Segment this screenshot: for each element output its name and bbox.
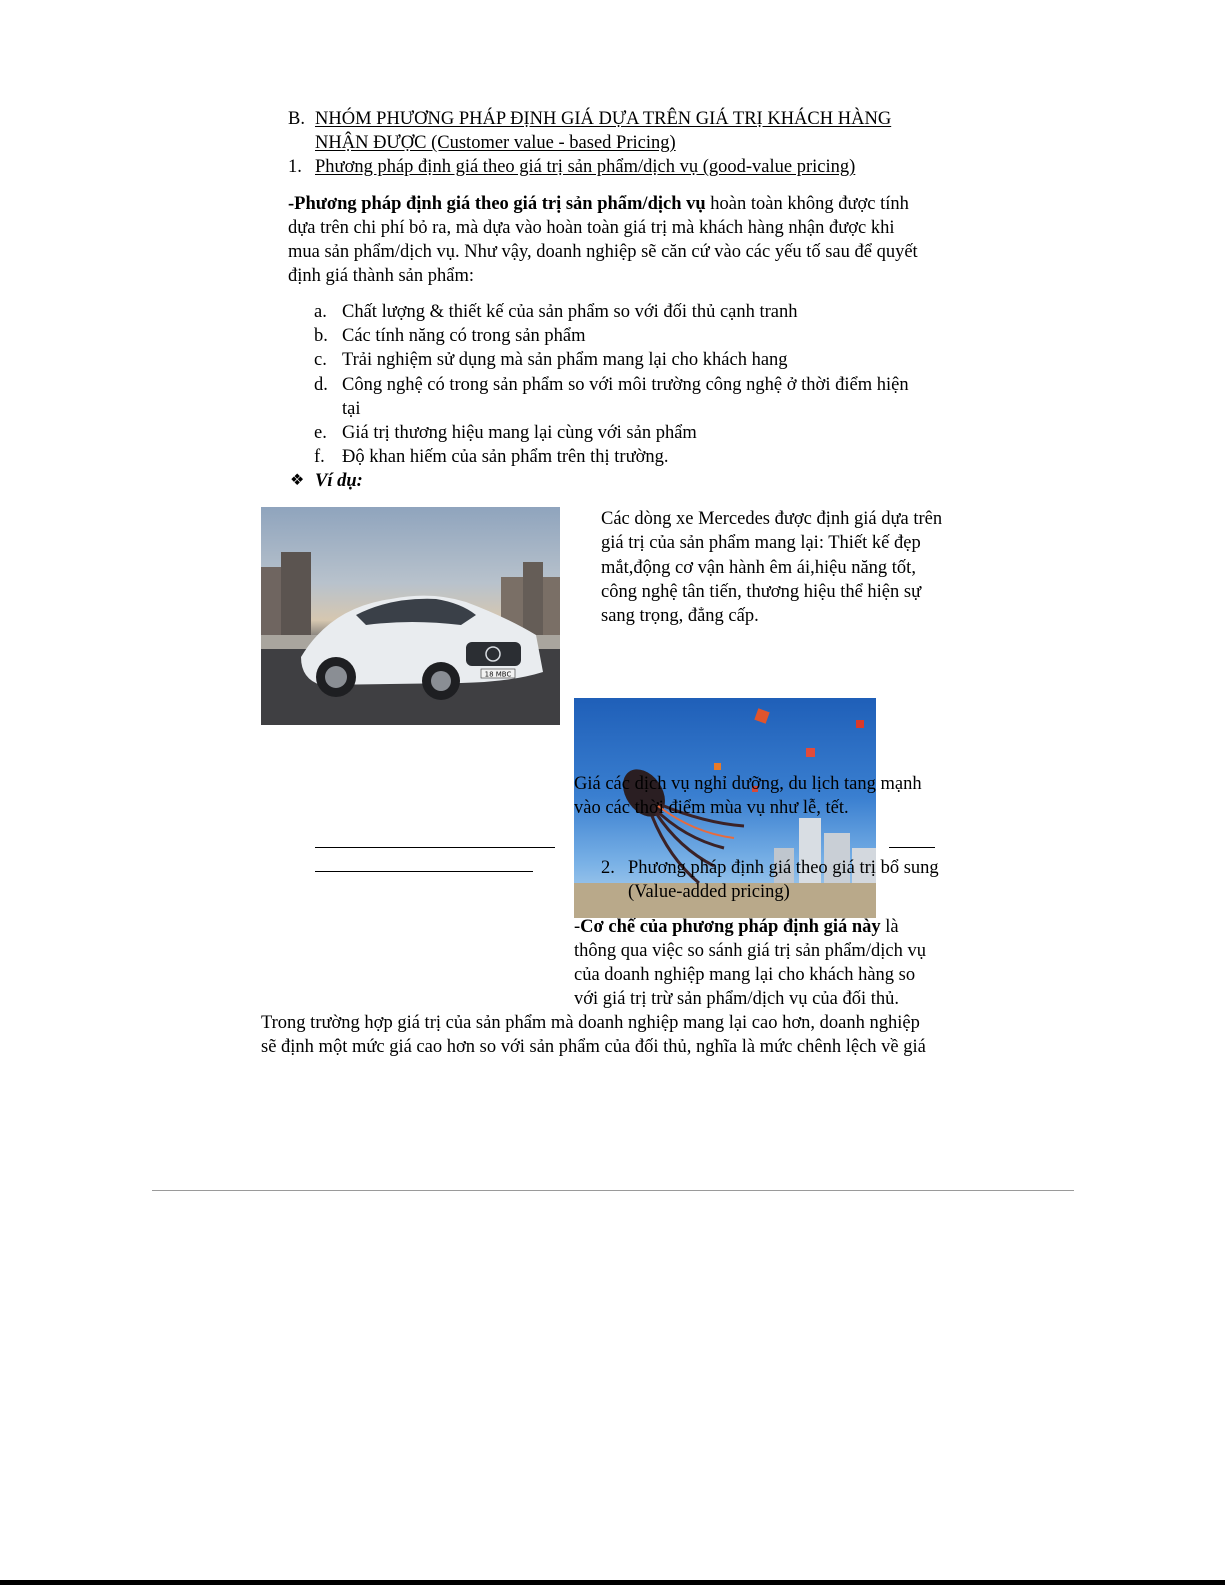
method1-title: Phương pháp định giá theo giá trị sản phẩm/dịch vụ (good-value pricing) (315, 157, 856, 177)
factor-text: Các tính năng có trong sản phẩm (342, 326, 586, 346)
mechanism-rest: là (880, 917, 899, 937)
intro-line1 (288, 192, 909, 216)
blank-rule-1 (315, 847, 555, 848)
factor-text-cont: tại (342, 399, 361, 419)
intro-line3: mua sản phẩm/dịch vụ. Như vậy, doanh nghiệp sẽ căn cứ vào các yếu tố sau để quyết (288, 242, 918, 262)
blank-rule-2 (315, 871, 533, 872)
blank-rule-3 (889, 847, 935, 848)
method2-number: 2. (601, 858, 615, 878)
factor-letter: e. (314, 423, 327, 443)
section-heading-line1: NHÓM PHƯƠNG PHÁP ĐỊNH GIÁ DỰA TRÊN GIÁ TRỊ KHÁCH HÀNG (315, 109, 892, 129)
mercedes-caption-line2: giá trị của sản phẩm mang lại: Thiết kế đẹp (601, 533, 921, 553)
mercedes-car-photo (261, 507, 560, 725)
car-plate-text: 18 MBC (484, 670, 512, 679)
mechanism-line3: của doanh nghiệp mang lại cho khách hàng so (574, 965, 916, 985)
page-divider (152, 1190, 1074, 1191)
example-label: Ví dụ: (315, 471, 363, 491)
mechanism-line4: với giá trị trừ sản phẩm/dịch vụ của đối thủ. (574, 989, 899, 1009)
mercedes-caption-line5: sang trọng, đẳng cấp. (601, 606, 759, 626)
intro-line2: dựa trên chi phí bỏ ra, mà dựa vào hoàn toàn giá trị mà khách hàng nhận được khi (288, 218, 895, 238)
factor-item-f (314, 445, 669, 469)
factor-text: Giá trị thương hiệu mang lại cùng với sản phẩm (342, 423, 697, 443)
bottom-edge-bar (0, 1580, 1225, 1585)
method1-number: 1. (288, 157, 302, 177)
method2-title-line2: (Value-added pricing) (628, 882, 790, 902)
section-heading-line2: NHẬN ĐƯỢC (Customer value - based Pricing) (315, 133, 676, 153)
closing-line2: sẽ định một mức giá cao hơn so với sản phẩm của đối thủ, nghĩa là mức chênh lệch về giá (261, 1037, 926, 1057)
factor-letter: f. (314, 447, 325, 467)
factor-item-b (314, 324, 586, 348)
factor-item-c (314, 348, 788, 372)
factor-text: Chất lượng & thiết kế của sản phẩm so với đối thủ cạnh tranh (342, 302, 798, 322)
factor-item-a (314, 300, 798, 324)
tourism-caption-line1: Giá các dịch vụ nghỉ dưỡng, du lịch tang mạnh (574, 774, 922, 794)
closing-line1: Trong trường hợp giá trị của sản phẩm mà doanh nghiệp mang lại cao hơn, doanh nghiệp (261, 1013, 920, 1033)
factor-text: Độ khan hiếm của sản phẩm trên thị trường. (342, 447, 669, 467)
intro-line4: định giá thành sản phẩm: (288, 266, 474, 286)
factor-item-d (314, 373, 909, 397)
example-bullet-icon: ❖ (290, 472, 305, 489)
mechanism-line2: thông qua việc so sánh giá trị sản phẩm/dịch vụ (574, 941, 926, 961)
mechanism-bold: Cơ chế của phương pháp định giá này (580, 917, 881, 937)
mechanism-dash: - (574, 917, 581, 937)
mechanism-line1 (574, 915, 899, 939)
factor-letter: c. (314, 350, 327, 370)
factor-item-e (314, 421, 697, 445)
section-letter: B. (288, 109, 305, 129)
car-illustration (261, 507, 560, 725)
factor-text: Công nghệ có trong sản phẩm so với môi trường công nghệ ở thời điểm hiện (342, 375, 909, 395)
intro-line1-rest: hoàn toàn không được tính (705, 194, 909, 214)
factor-letter: d. (314, 375, 328, 395)
factor-text: Trải nghiệm sử dụng mà sản phẩm mang lại cho khách hang (342, 350, 788, 370)
factor-letter: a. (314, 302, 327, 322)
mercedes-caption-line4: công nghệ tân tiến, thương hiệu thể hiện sự (601, 582, 922, 602)
mercedes-caption-line1: Các dòng xe Mercedes được định giá dựa trên (601, 509, 943, 529)
mercedes-caption-line3: mắt,động cơ vận hành êm ái,hiệu năng tốt, (601, 558, 916, 578)
factor-letter: b. (314, 326, 328, 346)
tourism-caption-line2: vào các thời điểm mùa vụ như lễ, tết. (574, 798, 849, 818)
method2-title-line1: Phương pháp định giá theo giá trị bổ sung (628, 858, 939, 878)
intro-bold-lead: -Phương pháp định giá theo giá trị sản phẩm/dịch vụ (288, 194, 706, 214)
